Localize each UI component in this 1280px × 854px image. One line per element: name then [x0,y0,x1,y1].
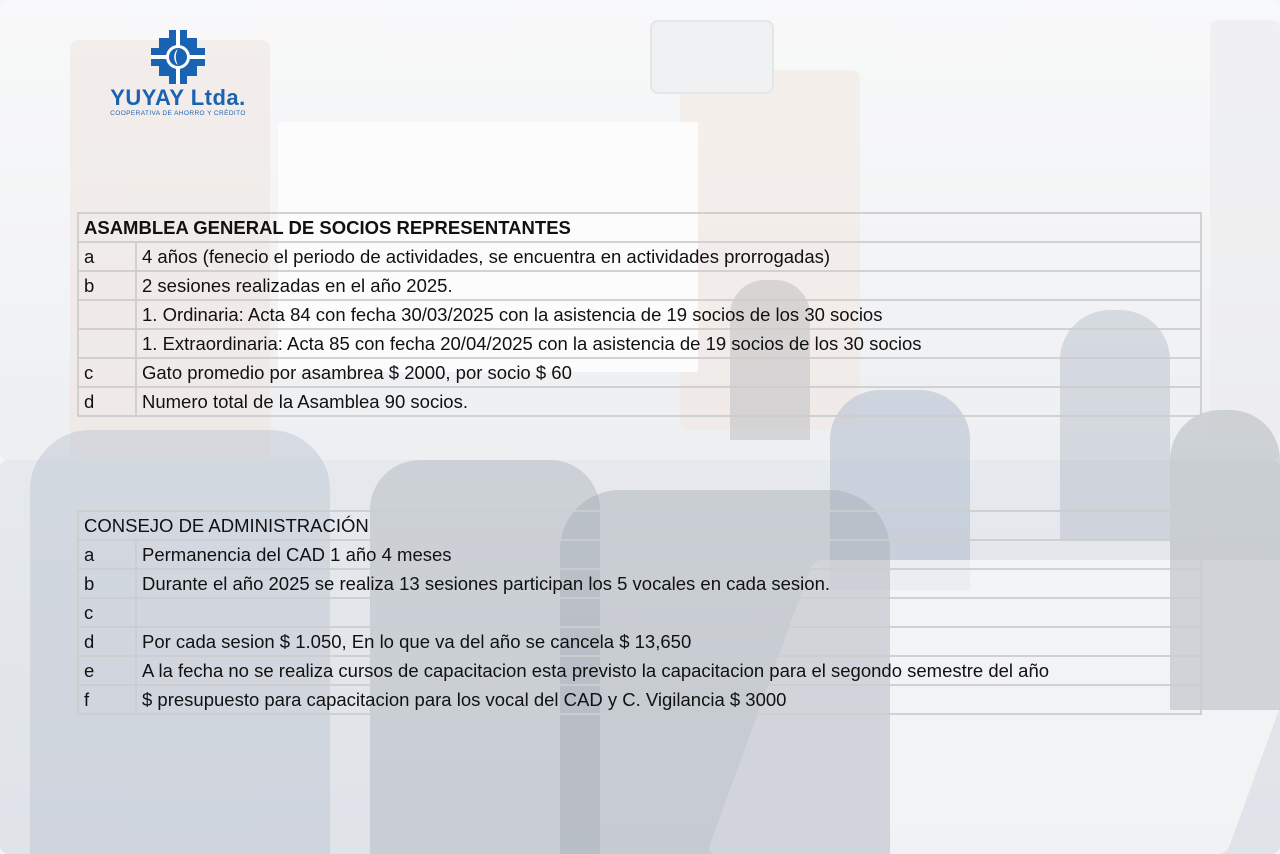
table-row [78,685,1201,714]
row-text: 4 años (fenecio el periodo de actividades, se encuentra en actividades prorrogadas) [136,242,1201,271]
logo [98,30,258,118]
consejo-table [77,510,1202,715]
row-key: a [78,242,136,271]
table-row [78,358,1201,387]
row-text: 1. Extraordinaria: Acta 85 con fecha 20/04/2025 con la asistencia de 19 socios de los 30 socios [136,329,1201,358]
logo-subtitle: COOPERATIVA DE AHORRO Y CRÉDITO [110,110,246,117]
row-key: b [78,569,136,598]
row-key: b [78,271,136,300]
row-text [136,598,1201,627]
table-row [78,627,1201,656]
row-text: 1. Ordinaria: Acta 84 con fecha 30/03/2025 con la asistencia de 19 socios de los 30 socios [136,300,1201,329]
row-key: c [78,358,136,387]
asamblea-table [77,212,1202,417]
row-text: $ presupuesto para capacitacion para los vocal del CAD y C. Vigilancia $ 3000 [136,685,1201,714]
row-key: d [78,627,136,656]
asamblea-title: ASAMBLEA GENERAL DE SOCIOS REPRESENTANTES [78,213,1201,242]
table-row [78,656,1201,685]
row-text: Por cada sesion $ 1.050, En lo que va del año se cancela $ 13,650 [136,627,1201,656]
consejo-title: CONSEJO DE ADMINISTRACIÓN [78,511,1201,540]
row-key: c [78,598,136,627]
table-row [78,271,1201,300]
row-key [78,329,136,358]
table-row [78,329,1201,358]
table-row [78,598,1201,627]
row-key [78,300,136,329]
row-text: 2 sesiones realizadas en el año 2025. [136,271,1201,300]
row-text: Permanencia del CAD 1 año 4 meses [136,540,1201,569]
chakana-cross-icon [151,30,205,84]
table-row [78,242,1201,271]
row-text: Numero total de la Asamblea 90 socios. [136,387,1201,416]
row-key: f [78,685,136,714]
row-text: A la fecha no se realiza cursos de capacitacion esta previsto la capacitacion para el segondo semestre del año [136,656,1201,685]
table-row [78,300,1201,329]
table-row [78,387,1201,416]
table-row [78,569,1201,598]
row-text: Durante el año 2025 se realiza 13 sesiones participan los 5 vocales en cada sesion. [136,569,1201,598]
table-header-row [78,511,1201,540]
table-row [78,540,1201,569]
row-key: d [78,387,136,416]
row-key: e [78,656,136,685]
logo-name: YUYAY Ltda. [110,85,246,110]
row-text: Gato promedio por asambrea $ 2000, por socio $ 60 [136,358,1201,387]
table-header-row [78,213,1201,242]
row-key: a [78,540,136,569]
